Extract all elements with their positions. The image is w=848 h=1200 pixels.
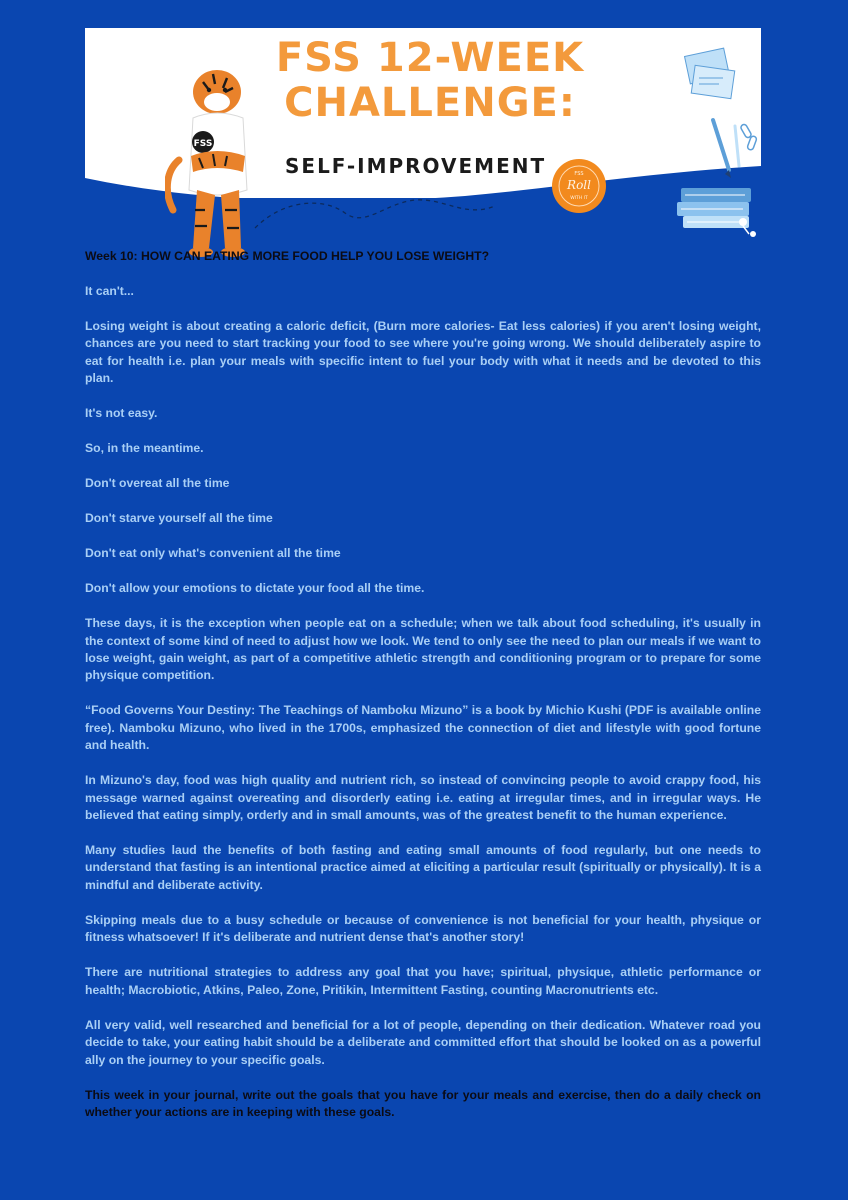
- paragraph: It's not easy.: [85, 406, 158, 421]
- journal-prompt: This week in your journal, write out the goals that you have for your meals and exercise, then do a daily check on whether your actions are in keeping with these goals.: [85, 1087, 761, 1119]
- list-item: Don't starve yourself all the time: [85, 511, 273, 526]
- paragraph: In Mizuno's day, food was high quality and nutrient rich, so instead of convincing people to avoid crappy food, his message warned against overeating and disorderly eating i.e. eating at irregular times, and in irregular ways. He believed that eating simply, orderly and in small amounts, was of the greatest benefit to the human experience.: [85, 773, 761, 823]
- page-subtitle: SELF-IMPROVEMENT: [285, 154, 547, 178]
- list-item: Don't allow your emotions to dictate your food all the time.: [85, 581, 425, 596]
- pen-icon: [735, 126, 739, 166]
- title-line-1: FSS 12-WEEK: [275, 35, 585, 81]
- paragraph: These days, it is the exception when people eat on a schedule; when we talk about food scheduling, it's usually in the context of some kind of need to adjust how we look. We tend to only see the need to plan our meals if we want to lose weight, gain weight, as part of a competitive athletic strength and conditioning program or to prepare for some physique competition.: [85, 616, 761, 683]
- paragraph: Many studies laud the benefits of both fasting and eating small amounts of food regularly, but one needs to understand that fasting is an intentional practice aimed at eliciting a particular result (spiritually or physically). It is a mindful and deliberate activity.: [85, 843, 761, 892]
- paragraph: “Food Governs Your Destiny: The Teachings of Namboku Mizuno” is a book by Michio Kushi (PDF is available online free). Namboku Mizuno, who lived in the 1700s, emphasized the connection of diet and lifestyle with good fortune and health.: [85, 703, 761, 753]
- paragraph: It can't...: [85, 284, 134, 298]
- paragraph: So, in the meantime.: [85, 441, 204, 456]
- page-title: [265, 36, 595, 126]
- mascot-shirt-logo: FSS: [193, 139, 213, 149]
- paragraph: There are nutritional strategies to address any goal that you have; spiritual, physique, athletic performance or health; Macrobiotic, Atkins, Paleo, Zone, Pritikin, Intermittent Fasting, counting Macronutrients etc.: [85, 965, 761, 997]
- sticky-notes-icon: [685, 48, 735, 98]
- roll-with-it-badge: [551, 158, 607, 214]
- badge-text-top: FSS: [574, 171, 584, 177]
- list-item: Don't eat only what's convenient all the time: [85, 546, 341, 561]
- paragraph: All very valid, well researched and beneficial for a lot of people, depending on their dedication. Whatever road you decide to take, your eating habit should be a deliberate and committed effort that should be looked on as a powerful ally on the journey to your specific goals.: [85, 1017, 761, 1067]
- pencil-icon: [713, 120, 731, 178]
- badge-text-bottom: WITH IT: [570, 196, 588, 201]
- paragraph: Skipping meals due to a busy schedule or because of convenience is not beneficial for your health, physique or fitness whatsoever! If it's deliberate and nutrient dense that's another story!: [85, 912, 761, 945]
- paragraph: Losing weight is about creating a caloric deficit, (Burn more calories- Eat less calories) if you aren't losing weight, chances are you need to start tracking your food to see where you're going wrong. We should deliberately aspire to eat for health i.e. plan your meals with specific intent to fuel your body with what it needs and be devoted to this plan.: [85, 319, 761, 386]
- paper-clips-icon: [740, 123, 757, 150]
- header-banner: [85, 28, 761, 243]
- list-item: Don't overeat all the time: [85, 476, 230, 491]
- stationery-illustration-icon: [625, 38, 761, 243]
- article-heading: Week 10: HOW CAN EATING MORE FOOD HELP YOU LOSE WEIGHT?: [85, 249, 490, 263]
- title-line-2: CHALLENGE:: [284, 80, 576, 126]
- article-body: [85, 248, 761, 1139]
- tiger-mascot-icon: [165, 60, 265, 270]
- badge-text-main: Roll: [567, 178, 591, 192]
